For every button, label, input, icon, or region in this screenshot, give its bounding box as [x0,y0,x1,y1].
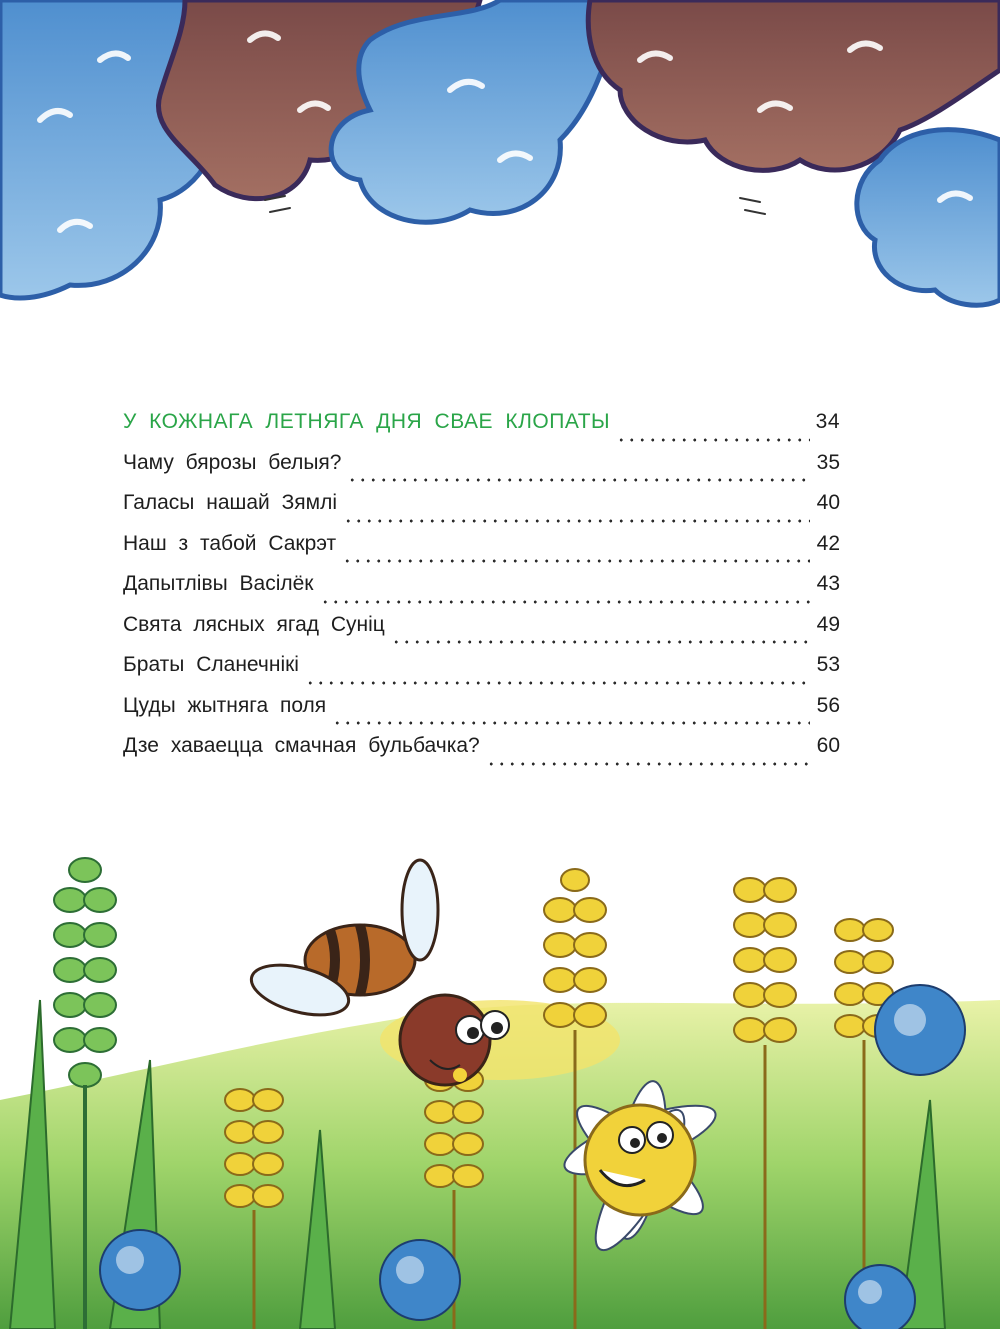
toc-entry-title: Цуды жытняга поля [123,693,327,717]
toc-entry-page: 34 [815,410,840,433]
dot-leader [320,600,811,604]
toc-entry-page: 53 [816,653,840,676]
toc-entry-page: 56 [816,693,840,717]
dot-leader [305,681,810,685]
toc-entry-page: 40 [816,491,840,514]
toc-entry[interactable] [123,694,840,735]
dot-leader [343,519,810,523]
toc-entry-title: Наш з табой Сакрэт [123,531,337,555]
green-wheat-ear [54,858,116,1087]
toc-entry[interactable] [123,491,840,532]
toc-section-heading[interactable] [123,410,840,451]
dot-leader [332,721,810,725]
toc-entry[interactable] [123,532,840,573]
toc-entry-page: 35 [816,450,840,474]
dot-leader [391,640,810,644]
dot-leader [616,438,810,442]
toc-entry-title: Чаму бярозы белыя? [123,450,342,474]
toc-entry-title: Галасы нашай Зямлі [123,491,338,514]
dot-leader [347,478,810,482]
toc-entry[interactable] [123,451,840,492]
toc-entry[interactable] [123,653,840,694]
toc-entry-title: Свята лясных ягад Суніц [123,612,385,636]
dot-leader [486,762,810,766]
toc-entry[interactable] [123,572,840,613]
toc-entry-title: У КОЖНАГА ЛЕТНЯГА ДНЯ СВАЕ КЛОПАТЫ [123,410,611,433]
toc-entry-page: 60 [816,734,840,757]
toc-entry[interactable] [123,734,840,775]
toc-entry-title: Браты Сланечнікі [123,653,299,676]
toc-entry[interactable] [123,613,840,654]
toc-entry-page: 43 [816,572,840,595]
toc-entry-page: 49 [816,612,840,636]
dot-leader [342,559,810,563]
toc-entry-title: Дапытлівы Васілёк [123,572,314,595]
clouds-illustration [0,0,1000,330]
toc-entry-page: 42 [816,531,840,555]
toc-entry-title: Дзе хаваецца смачная бульбачка? [123,734,480,757]
wheat-field-illustration [0,800,1000,1329]
table-of-contents [123,410,840,775]
